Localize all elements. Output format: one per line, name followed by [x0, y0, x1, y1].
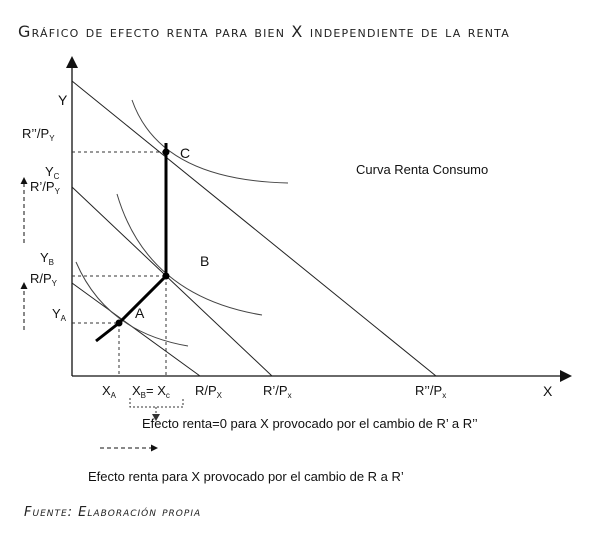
y-axis-label: Y — [58, 92, 68, 108]
point-b-marker — [163, 273, 170, 280]
y-shift-arrow-lower-head — [21, 282, 28, 289]
zero-effect-label: Efecto renta=0 para X provocado por el cambio de R’ a R’’ — [142, 416, 478, 431]
point-a-marker — [116, 320, 123, 327]
income-effect-label: Efecto renta para X provocado por el cambio de R a R’ — [88, 469, 404, 484]
y-tick-r1: $R’/P_Y$ — [30, 179, 60, 196]
x-tick-r2: $R’’/P_x$ — [415, 383, 447, 400]
y-tick-yb: $Y_B$ — [40, 250, 55, 267]
indifference-curve-b — [117, 194, 262, 315]
y-tick-r2: $R’’/P_Y$ — [22, 126, 55, 143]
y-axis-arrow — [66, 56, 78, 68]
y-shift-arrow-upper-head — [21, 177, 28, 184]
point-c-marker — [163, 149, 170, 156]
point-a-label: A — [135, 305, 145, 321]
y-tick-yc: $Y_C$ — [45, 164, 60, 181]
x-tick-xb-xc: $X_B= X_c$ — [132, 383, 170, 400]
x-tick-r1: $R’/P_x$ — [263, 383, 292, 400]
budget-line-r — [72, 283, 200, 376]
x-tick-r0: $R/P_X$ — [195, 383, 223, 400]
zero-effect-brace — [130, 398, 183, 407]
curve-label: Curva Renta Consumo — [356, 162, 489, 177]
income-effect-arrow-head — [151, 445, 158, 452]
y-tick-ya: $Y_A$ — [52, 306, 67, 323]
x-axis-arrow — [560, 370, 572, 382]
point-b-label: B — [200, 253, 210, 269]
indifference-curve-c — [132, 100, 288, 183]
y-tick-r0: $R/P_Y$ — [30, 271, 58, 288]
figure-source: Fuente: Elaboración propia — [24, 505, 202, 520]
income-consumption-curve — [96, 143, 166, 341]
point-c-label: C — [180, 145, 191, 161]
budget-line-r-double-prime — [72, 81, 436, 376]
x-tick-xa: $X_A$ — [102, 383, 117, 400]
figure-title: Gráfico de efecto renta para bien X independiente de la renta — [18, 22, 510, 41]
indifference-curve-a — [76, 262, 188, 346]
x-axis-label: X — [543, 383, 553, 399]
budget-line-r-prime — [72, 187, 272, 376]
